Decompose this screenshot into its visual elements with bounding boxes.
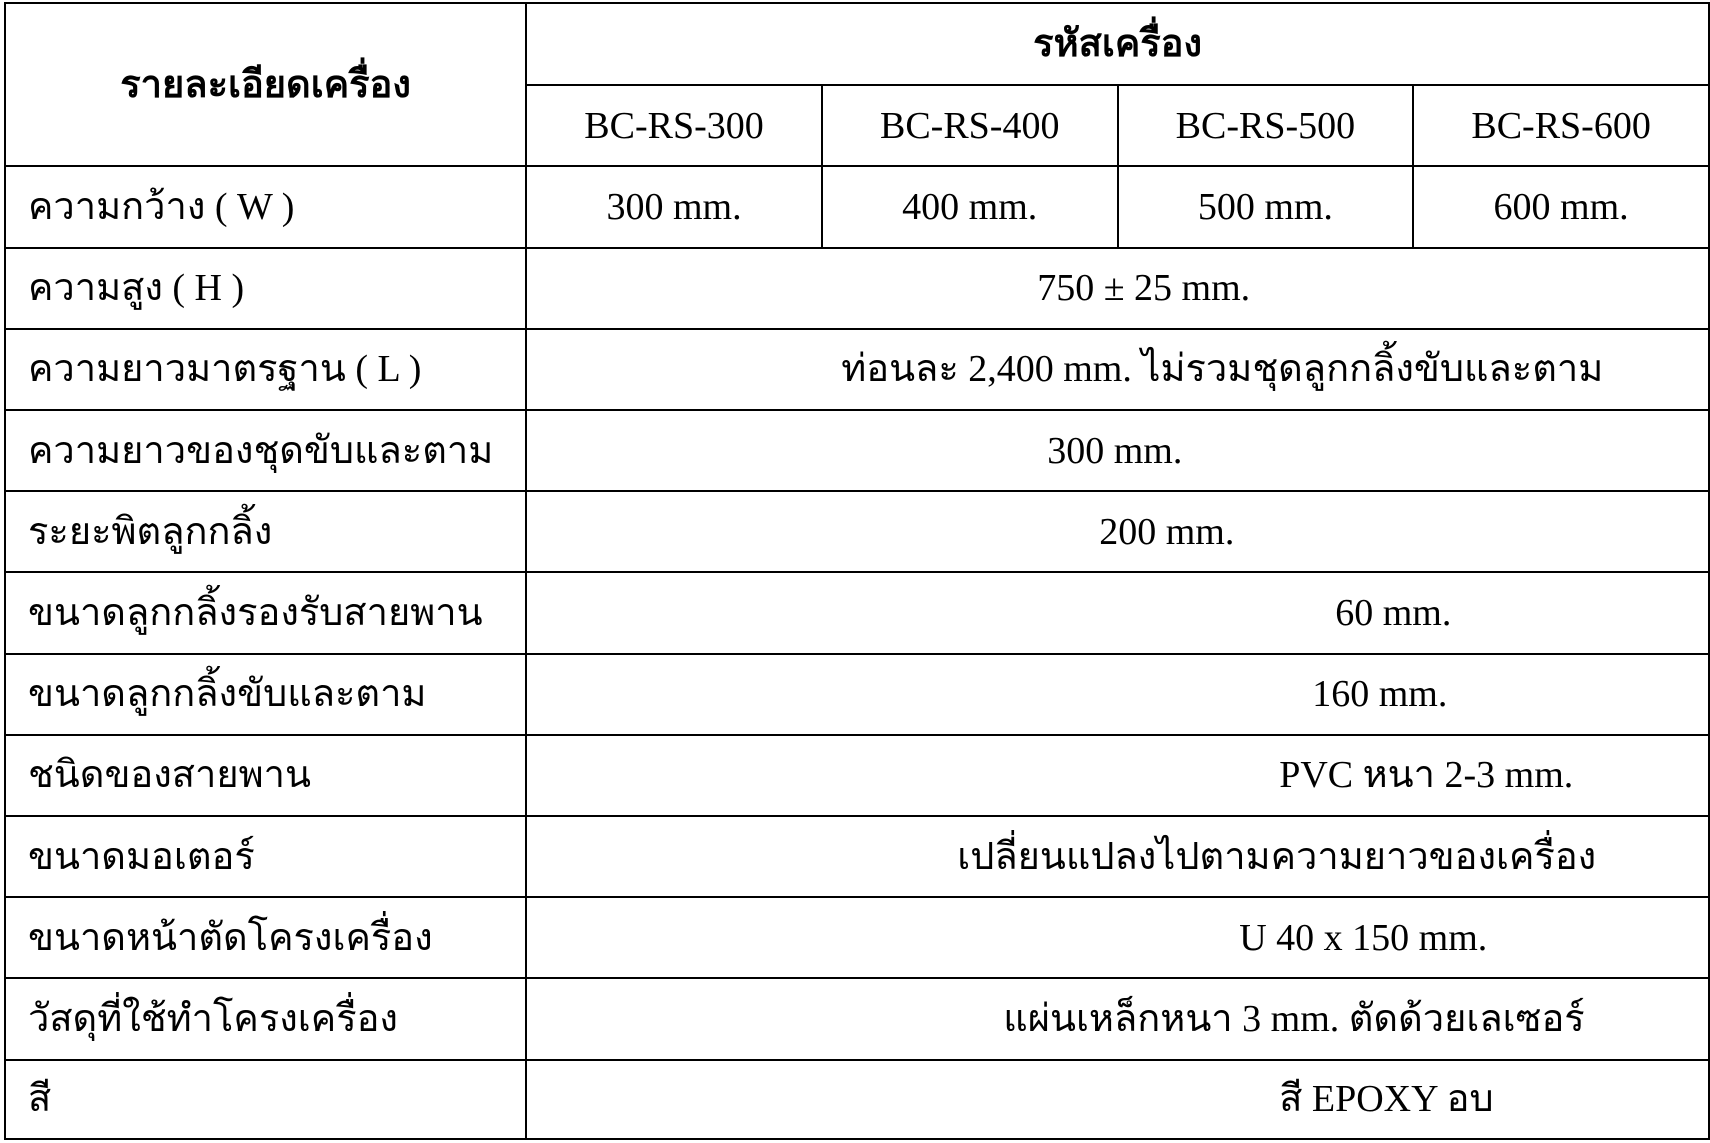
code-header: รหัสเครื่อง xyxy=(526,3,1709,85)
spec-value: PVC หนา 2-3 mm. xyxy=(1279,754,1574,797)
spec-row xyxy=(5,410,1709,491)
spec-label: ชนิดของสายพาน xyxy=(5,735,526,816)
spec-value: 750 ± 25 mm. xyxy=(1037,267,1251,310)
spec-row xyxy=(5,735,1709,816)
spec-label: ระยะพิตลูกกลิ้ง xyxy=(5,491,526,572)
spec-value: เปลี่ยนแปลงไปตามความยาวของเครื่อง xyxy=(957,835,1597,878)
spec-label: ขนาดลูกกลิ้งรองรับสายพาน xyxy=(5,572,526,653)
spec-row-width xyxy=(5,166,1709,247)
spec-value: U 40 x 150 mm. xyxy=(1239,916,1488,959)
spec-value: 300 mm. xyxy=(1047,429,1183,472)
spec-label: ขนาดมอเตอร์ xyxy=(5,816,526,897)
spec-label: ความยาวมาตรฐาน ( L ) xyxy=(5,329,526,410)
spec-value: 400 mm. xyxy=(822,166,1118,247)
spec-row xyxy=(5,654,1709,735)
spec-table xyxy=(4,2,1710,1140)
spec-label: สี xyxy=(5,1060,526,1139)
spec-value: 600 mm. xyxy=(1413,166,1709,247)
spec-label: ความยาวของชุดขับและตาม xyxy=(5,410,526,491)
spec-label: ขนาดหน้าตัดโครงเครื่อง xyxy=(5,897,526,978)
spec-value: 300 mm. xyxy=(526,166,822,247)
spec-row xyxy=(5,816,1709,897)
spec-label: ความสูง ( H ) xyxy=(5,248,526,329)
spec-value: 60 mm. xyxy=(1335,592,1452,635)
spec-row xyxy=(5,329,1709,410)
header-row-1 xyxy=(5,3,1709,85)
spec-label: วัสดุที่ใช้ทำโครงเครื่อง xyxy=(5,978,526,1059)
spec-value: สี EPOXY อบ xyxy=(1279,1078,1494,1121)
spec-value: ท่อนละ 2,400 mm. ไม่รวมชุดลูกกลิ้งขับและตาม xyxy=(841,348,1604,391)
spec-row xyxy=(5,1060,1709,1139)
model-header: BC-RS-400 xyxy=(822,85,1118,166)
model-header: BC-RS-500 xyxy=(1118,85,1414,166)
spec-row xyxy=(5,248,1709,329)
spec-label: ขนาดลูกกลิ้งขับและตาม xyxy=(5,654,526,735)
spec-value: แผ่นเหล็กหนา 3 mm. ตัดด้วยเลเซอร์ xyxy=(1003,998,1585,1041)
model-header: BC-RS-300 xyxy=(526,85,822,166)
spec-value: 200 mm. xyxy=(1099,510,1235,553)
spec-label: ความกว้าง ( W ) xyxy=(5,166,526,247)
model-header: BC-RS-600 xyxy=(1413,85,1709,166)
detail-header: รายละเอียดเครื่อง xyxy=(5,3,526,166)
spec-value: 160 mm. xyxy=(1312,673,1448,716)
spec-row xyxy=(5,978,1709,1059)
spec-row xyxy=(5,572,1709,653)
spec-row xyxy=(5,491,1709,572)
spec-row xyxy=(5,897,1709,978)
spec-value: 500 mm. xyxy=(1118,166,1414,247)
